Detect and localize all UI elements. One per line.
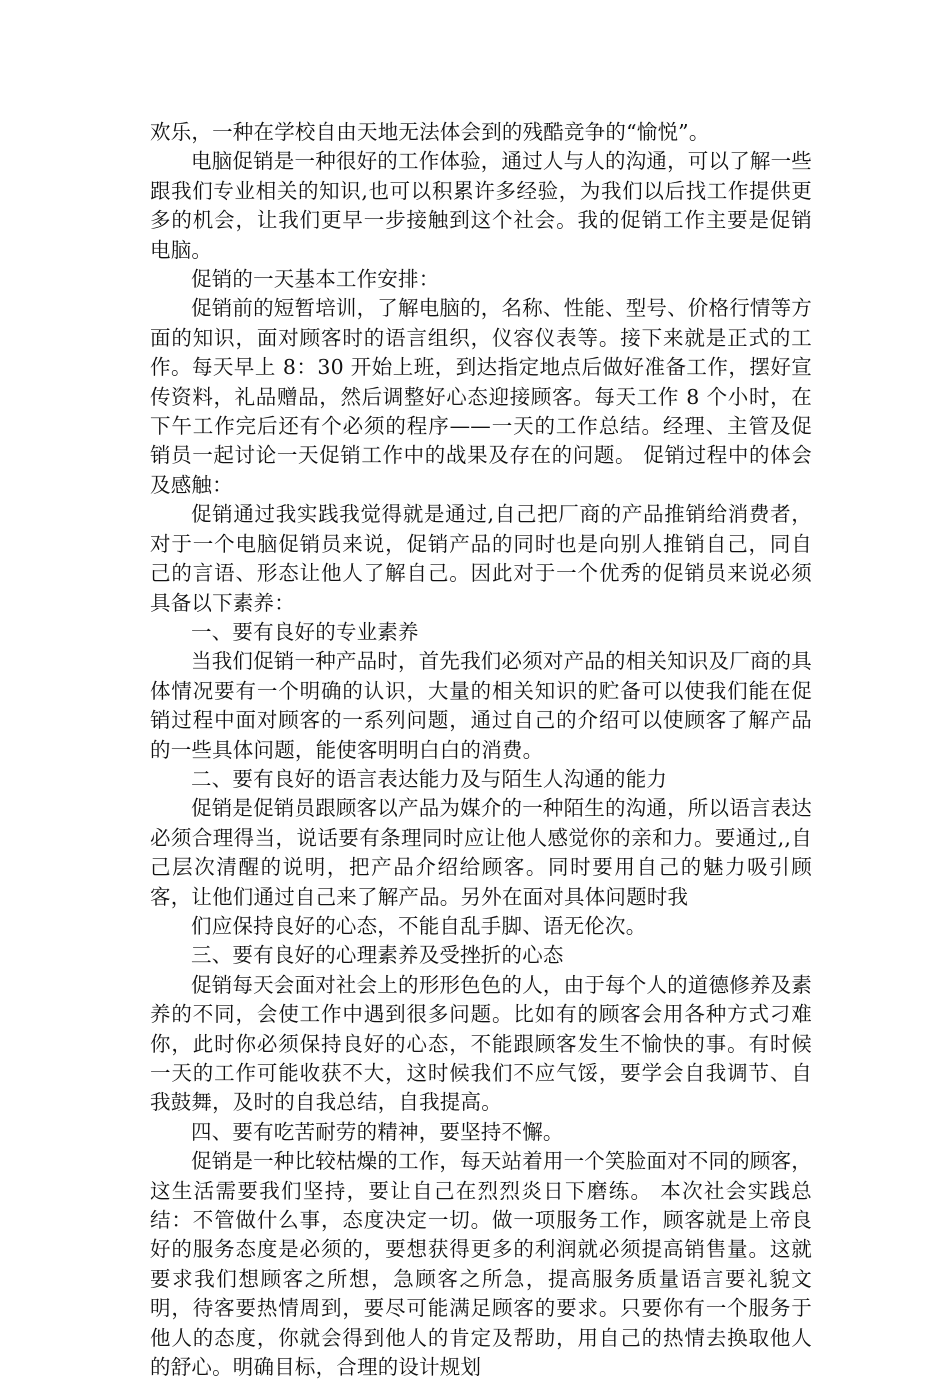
document-body [150,118,812,1382]
paragraph-4: 促销通过我实践我觉得就是通过,自己把厂商的产品推销给消费者，对于一个电脑促销员来说，促销产品的同时也是向别人推销自己，同自己的言语、形态让他人了解自己。因此对于一个优秀的促销员来说必须具备以下素养： [150,502,812,615]
section-heading-1: 一、要有良好的专业素养 [191,619,419,644]
paragraph-8: 促销是促销员跟顾客以产品为媒介的一种陌生的沟通，所以语言表达必须合理得当，说话要有条理同时应让他人感觉你的亲和力。要通过,,自己层次清醒的说明，把产品介绍给顾客。同时要用自己的魅力吸引顾客，让他们通过自己来了解产品。另外在面对具体问题时我 [150,796,812,909]
paragraph-9: 们应保持良好的心态，不能自乱手脚、语无伦次。 [191,913,647,938]
section-heading-2: 二、要有良好的语言表达能力及与陌生人沟通的能力 [191,766,668,791]
paragraph-1: 电脑促销是一种很好的工作体验，通过人与人的沟通，可以了解一些跟我们专业相关的知识,也可以积累许多经验，为我们以后找工作提供更多的机会，让我们更早一步接触到这个社会。我的促销工作主要是促销电脑。 [150,149,812,262]
paragraph-6: 当我们促销一种产品时，首先我们必须对产品的相关知识及厂商的具体情况要有一个明确的认识，大量的相关知识的贮备可以使我们能在促销过程中面对顾客的一系列问题，通过自己的介绍可以使顾客了解产品的一些具体问题，能使客明明白白的消费。 [150,649,812,762]
paragraph-13: 促销是一种比较枯燥的工作，每天站着用一个笑脸面对不同的顾客，这生活需要我们坚持，要让自己在烈烈炎日下磨练。 本次社会实践总结：不管做什么事，态度决定一切。做一项服务工作，顾客就是上帝良好的服务态度是必须的，要想获得更多的利润就必须提高销售量。这就要求我们想顾客之所想，急顾客之所急，提高服务质量语言要礼貌文明，待客要热情周到，要尽可能满足顾客的要求。只要你有一个服务于他人的态度，你就会得到他人的肯定及帮助，用自己的热情去换取他人的舒心。明确目标，合理的设计规划 [150,1149,812,1380]
paragraph-0: 欢乐，一种在学校自由天地无法体会到的残酷竞争的“愉悦”。 [150,120,710,144]
paragraph-11: 促销每天会面对社会上的形形色色的人，由于每个人的道德修养及素养的不同，会使工作中遇到很多问题。比如有的顾客会用各种方式刁难你，此时你必须保持良好的心态，不能跟顾客发生不愉快的事。有时候一天的工作可能收获不大，这时候我们不应气馁，要学会自我调节、自我鼓舞，及时的自我总结，自我提高。 [150,972,812,1115]
section-heading-3: 三、要有良好的心理素养及受挫折的心态 [191,943,564,968]
paragraph-3: 促销前的短暂培训，了解电脑的，名称、性能、型号、价格行情等方面的知识，面对顾客时的语言组织，仪容仪表等。接下来就是正式的工作。每天早上 8：30 开始上班，到达指定地点后做好准备工作，摆好宣传资料，礼品赠品，然后调整好心态迎接顾客。每天工作 8 个小时，在下午工作完后还有个必须的程序——一天的工作总结。经理、主管及促销员一起讨论一天促销工作中的战果及存在的问题。 促销过程中的体会及感触： [150,296,812,497]
paragraph-2: 促销的一天基本工作安排： [191,267,440,292]
section-heading-4: 四、要有吃苦耐劳的精神，要坚持不懈。 [191,1119,564,1144]
